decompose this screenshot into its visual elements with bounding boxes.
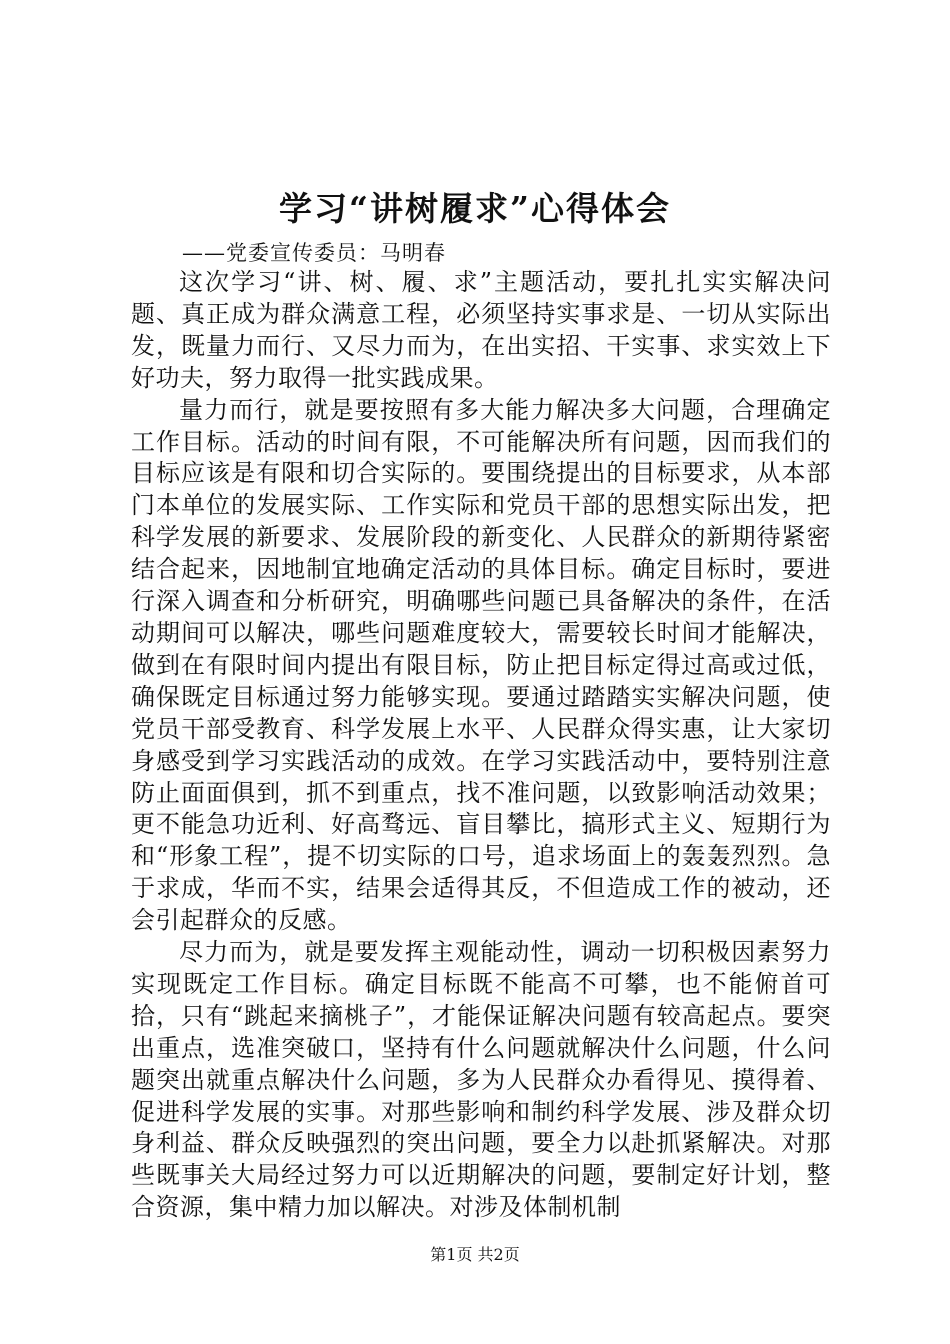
paragraph-intro: 这次学习“讲、树、履、求”主题活动，要扎扎实实解决问题、真正成为群众满意工程，必须坚持实事求是、一切从实际出发，既量力而行、又尽力而为，在出实招、干实事、求实效上下好功夫，努力取得一批实践成果。 — [131, 268, 831, 392]
document-title: 学习“讲树履求”心得体会 — [279, 189, 671, 228]
author-byline: ——党委宣传委员：马明春 — [182, 241, 446, 265]
paragraph-best-effort: 尽力而为，就是要发挥主观能动性，调动一切积极因素努力实现既定工作目标。确定目标既不能高不可攀，也不能俯首可拾，只有“跳起来摘桃子”，才能保证解决问题有较高起点。要突出重点，选准突破口，坚持有什么问题就解决什么问题，什么问题突出就重点解决什么问题，多为人民群众办看得见、摸得着、促进科学发展的实事。对那些影响和制约科学发展、涉及群众切身利益、群众反映强烈的突出问题，要全力以赴抓紧解决。对那些既事关大局经过努力可以近期解决的问题，要制定好计划，整合资源，集中精力加以解决。对涉及体制机制 — [131, 938, 831, 1222]
page-number-footer: 第1页 共2页 — [430, 1245, 520, 1264]
paragraph-measured-action: 量力而行，就是要按照有多大能力解决多大问题，合理确定工作目标。活动的时间有限，不可能解决所有问题，因而我们的目标应该是有限和切合实际的。要围绕提出的目标要求，从本部门本单位的发展实际、工作实际和党员干部的思想实际出发，把科学发展的新要求、发展阶段的新变化、人民群众的新期待紧密结合起来，因地制宜地确定活动的具体目标。确定目标时，要进行深入调查和分析研究，明确哪些问题已具备解决的条件，在活动期间可以解决，哪些问题难度较大，需要较长时间才能解决，做到在有限时间内提出有限目标，防止把目标定得过高或过低，确保既定目标通过努力能够实现。要通过踏踏实实解决问题，使党员干部受教育、科学发展上水平、人民群众得实惠，让大家切身感受到学习实践活动的成效。在学习实践活动中，要特别注意防止面面俱到，抓不到重点，找不准问题，以致影响活动效果；更不能急功近利、好高骛远、盲目攀比，搞形式主义、短期行为和“形象工程”，提不切实际的口号，追求场面上的轰轰烈烈。急于求成，华而不实，结果会适得其反，不但造成工作的被动，还会引起群众的反感。 — [131, 395, 831, 935]
document-body — [131, 267, 831, 1224]
